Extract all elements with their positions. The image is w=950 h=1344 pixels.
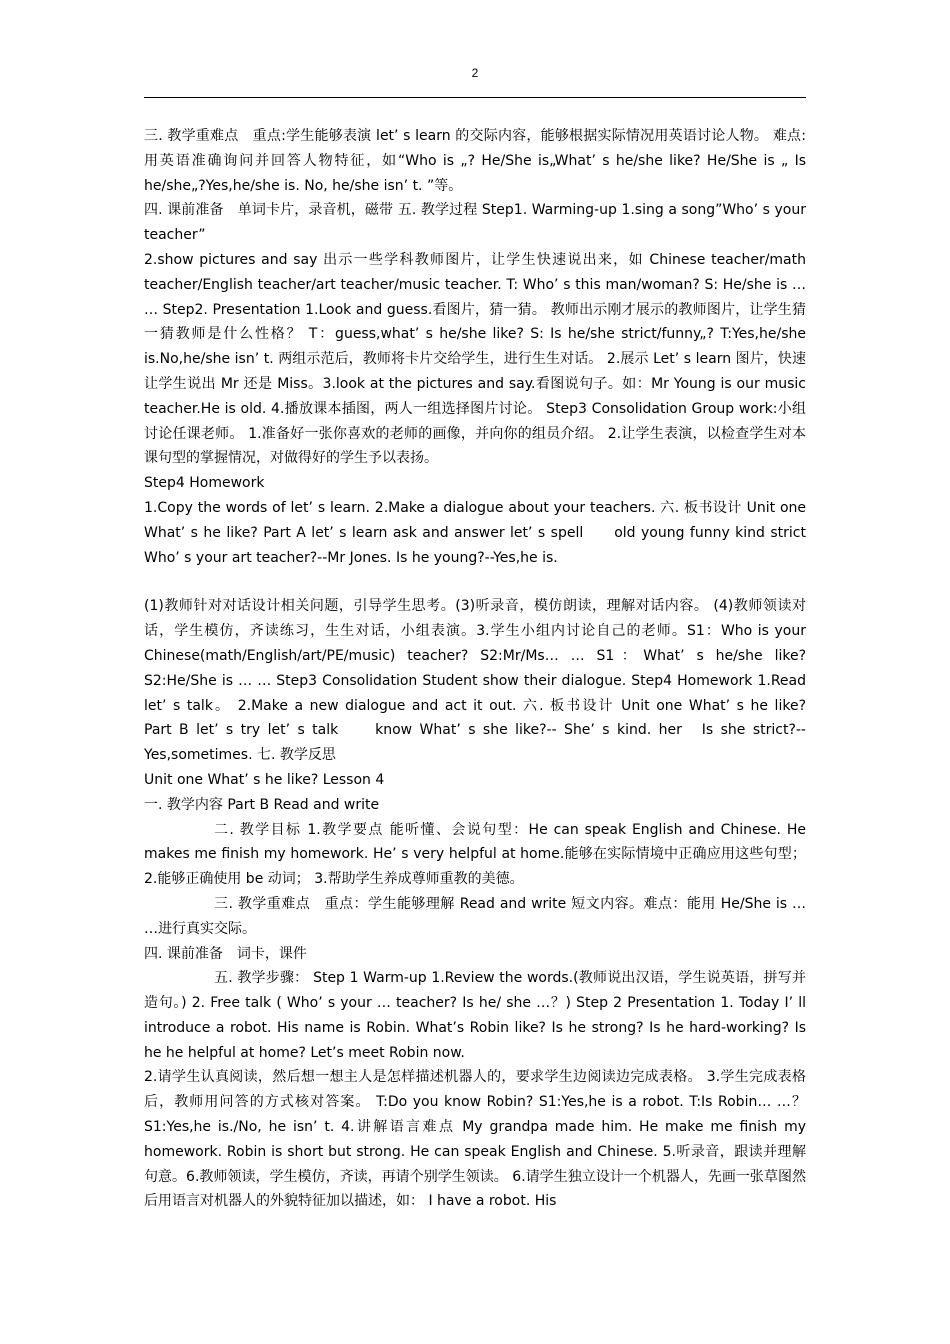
paragraph-gap (144, 570, 806, 594)
paragraph-dialogue-steps: (1)教师针对对话设计相关问题，引导学生思考。(3)听录音，模仿朗读，理解对话内容。 (4)教师领读对话，学生模仿，齐读练习，生生对话，小组表演。3.学生小组内讨论自己的老师。S1：Who is your Chinese(math/English/art/PE/music) teacher? S2:Mr/Ms… … S1：What’ s he/she like? S2:He/She is … … Step3 Consolidation Student show their dialogue. Step4 Homework 1.Read let’ s talk。 2.Make a new dialogue and act it out. 六. 板书设计 Unit one What’ s he like? Part B let’ s try let’ s talk know What’ s she like?-- She’ s kind. her Is she strict?--Yes,sometimes. 七. 教学反思 (144, 598, 834, 764)
paragraph-teaching-steps: 五. 教学步骤： Step 1 Warm-up 1.Review the words.(教师说出汉语，学生说英语，拼写并造句。) 2. Free talk ( Who’ s your … teacher? Is he/ she …？) Step 2 Presentation 1. Today I’ ll introduce a robot. His name is Robin. What’s Robin like? Is he strong? Is he hard-working? Is he he helpful at home? Let’s meet Robin now. (144, 970, 806, 1061)
document-body (144, 124, 834, 1214)
paragraph-homework: 1.Copy the words of let’ s learn. 2.Make a dialogue about your teachers. 六. 板书设计 Unit one What’ s he like? Part A let’ s learn ask and answer let’ s spell old young funny kind strict Who’ s your art teacher?--Mr Jones. Is he young?--Yes,he is. (144, 499, 806, 566)
paragraph-homework-title: Step4 Homework (144, 475, 265, 492)
paragraph-content: 一. 教学内容 Part B Read and write (144, 796, 380, 813)
lesson-title: Unit one What’ s he like? Lesson 4 (144, 771, 385, 788)
header-rule (144, 97, 806, 98)
paragraph-preparation: 四. 课前准备 单词卡片，录音机，磁带 五. 教学过程 Step1. Warming-up 1.sing a song”Who’ s your teacher” (144, 202, 806, 244)
paragraph-difficulties: 三. 教学重难点 重点：学生能够理解 Read and write 短文内容。难点：能用 He/She is … …进行真实交际。 (144, 895, 806, 937)
page-number: 2 (471, 66, 479, 80)
paragraph-key-points: 三. 教学重难点 重点:学生能够表演 let’ s learn 的交际内容，能够根据实际情况用英语讨论人物。 难点:用英语准确询问并回答人物特征，如“Who is „? He/She is„What’ s he/she like? He/She is „ Is he/she„?Yes,he/she is. No, he/she isn’ t. ”等。 (144, 128, 806, 194)
paragraph-presentation: 2.show pictures and say 出示一些学科教师图片，让学生快速说出来，如 Chinese teacher/math teacher/English teacher/art teacher/music teacher. T: Who’ s this man/woman? S: He/she is … … Step2. Presentation 1.Look and guess.看图片，猜一猜。 教师出示刚才展示的教师图片，让学生猜一猜教师是什么性格？ T：guess,what’ s he/she like? S: Is he/she strict/funny„? T:Yes,he/she is.No,he/she isn’ t. 两组示范后，教师将卡片交给学生，进行生生对话。 2.展示 Let’ s learn 图片，快速让学生说出 Mr 还是 Miss。3.look at the pictures and say.看图说句子。如：Mr Young is our music teacher.He is old. 4.播放课本插图，两人一组选择图片讨论。 Step3 Consolidation Group work:小组讨论任课老师。 1.准备好一张你喜欢的老师的画像，并向你的组员介绍。 2.让学生表演，以检查学生对本课句型的掌握情况，对做得好的学生予以表扬。 (144, 251, 806, 467)
paragraph-reading-steps: 2.请学生认真阅读，然后想一想主人是怎样描述机器人的，要求学生边阅读边完成表格。 3.学生完成表格后，教师用问答的方式核对答案。 T:Do you know Robin? S1:Yes,he is a robot. T:Is Robin… …？ S1:Yes,he is./No, he isn’ t. 4.讲解语言难点 My grandpa made him. He make me finish my homework. Robin is short but strong. He can speak English and Chinese. 5.听录音，跟读并理解句意。6.教师领读，学生模仿，齐读，再请个别学生领读。 6.请学生独立设计一个机器人，先画一张草图然后用语言对机器人的外貌特征加以描述，如： I have a robot. His (144, 1069, 806, 1210)
paragraph-preparation-2: 四. 课前准备 词卡，课件 (144, 945, 307, 962)
paragraph-objectives: 二. 教学目标 1.教学要点 能听懂、会说句型：He can speak English and Chinese. He makes me finish my homework. He’ s very helpful at home.能够在实际情境中正确应用这些句型； 2.能够正确使用 be 动词； 3.帮助学生养成尊师重教的美德。 (144, 821, 806, 888)
